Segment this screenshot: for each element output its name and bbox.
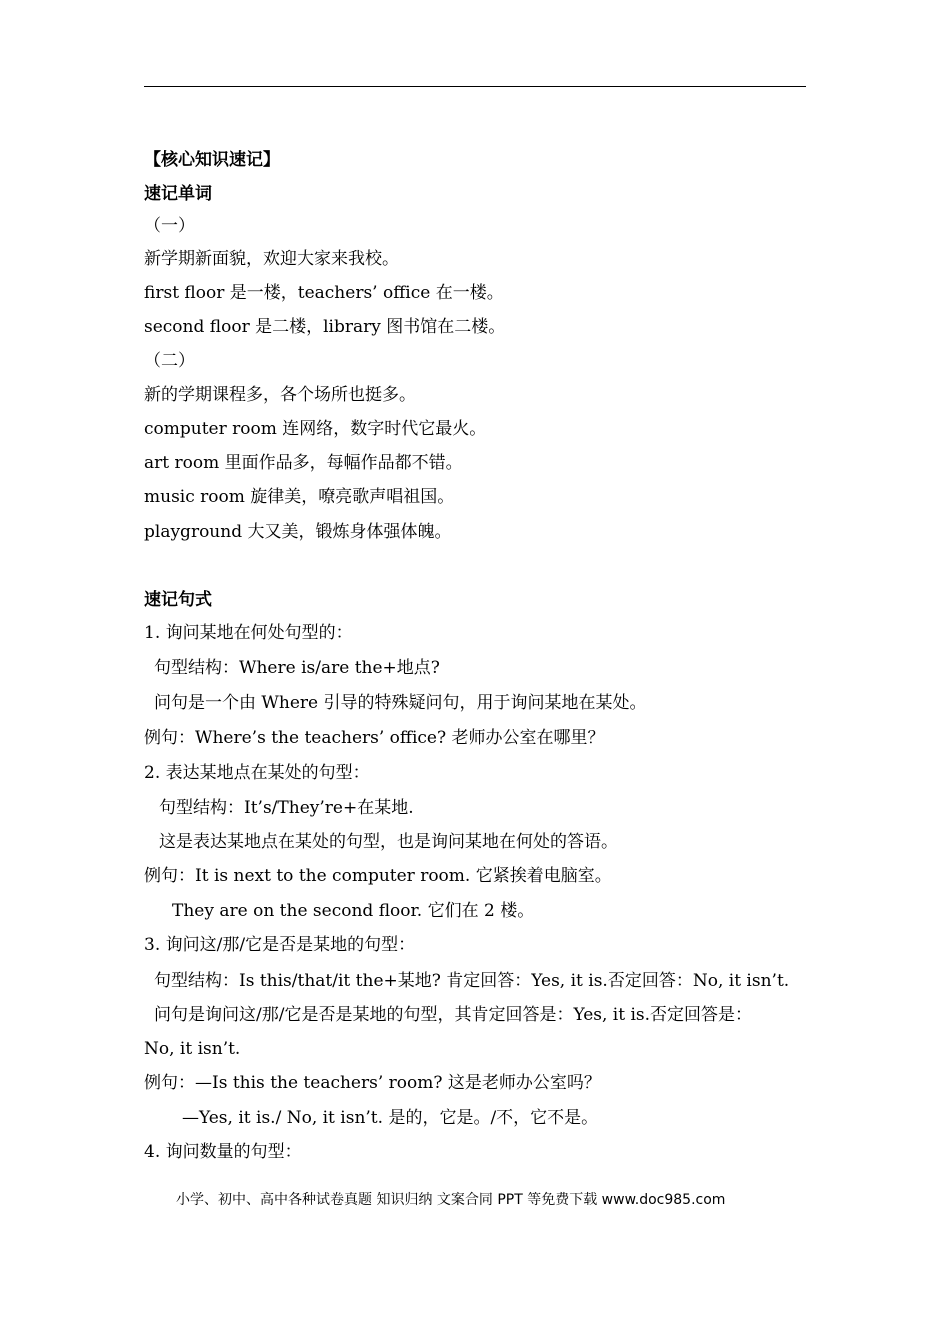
word-line-3: second floor 是二楼，library 图书馆在二楼。 xyxy=(144,317,506,337)
sentence-2-title: 2. 表达某地点在某处的句型： xyxy=(144,763,370,783)
page-footer: 小学、初中、高中各种试卷真题 知识归纳 文案合同 PPT 等免费下载 www.doc985.com xyxy=(176,1192,726,1208)
part-one-label: （一） xyxy=(144,216,195,236)
sentence-3-example-2: —Yes, it is./ No, it isn’t. 是的，它是。/不，它不是。 xyxy=(182,1108,599,1128)
sentences-title: 速记句式 xyxy=(144,590,212,610)
part-two-label: （二） xyxy=(144,351,195,371)
word-line-6: art room 里面作品多，每幅作品都不错。 xyxy=(144,453,463,473)
words-title: 速记单词 xyxy=(144,184,212,204)
sentence-1-structure: 句型结构：Where is/are the+地点? xyxy=(154,658,440,678)
sentence-2-structure: 句型结构：It’s/They’re+在某地. xyxy=(159,798,414,818)
sentence-3-description-cont: No, it isn’t. xyxy=(144,1039,241,1059)
word-line-7: music room 旋律美，嘹亮歌声唱祖国。 xyxy=(144,487,455,507)
sentence-1-description: 问句是一个由 Where 引导的特殊疑问句，用于询问某地在某处。 xyxy=(154,693,647,713)
sentence-2-example-2: They are on the second floor. 它们在 2 楼。 xyxy=(172,901,535,921)
word-line-2: first floor 是一楼，teachers’ office 在一楼。 xyxy=(144,283,504,303)
sentence-3-structure: 句型结构：Is this/that/it the+某地? 肯定回答：Yes, it is.否定回答：No, it isn’t. xyxy=(154,971,790,991)
header-rule xyxy=(144,86,806,87)
word-line-1: 新学期新面貌，欢迎大家来我校。 xyxy=(144,249,399,269)
sentence-3-example-1: 例句：—Is this the teachers’ room? 这是老师办公室吗？ xyxy=(144,1073,601,1093)
sentence-4-title: 4. 询问数量的句型： xyxy=(144,1142,302,1162)
sentence-1-title: 1. 询问某地在何处句型的： xyxy=(144,623,353,643)
sentence-1-example: 例句：Where’s the teachers’ office? 老师办公室在哪里？ xyxy=(144,728,605,748)
sentence-3-description: 问句是询问这/那/它是否是某地的句型，其肯定回答是：Yes, it is.否定回答是： xyxy=(154,1005,753,1025)
section-heading: 【核心知识速记】 xyxy=(144,150,280,170)
sentence-3-title: 3. 询问这/那/它是否是某地的句型： xyxy=(144,935,416,955)
sentence-2-description: 这是表达某地点在某处的句型，也是询问某地在何处的答语。 xyxy=(159,832,618,852)
word-line-5: computer room 连网络，数字时代它最火。 xyxy=(144,419,487,439)
word-line-4: 新的学期课程多，各个场所也挺多。 xyxy=(144,385,416,405)
word-line-8: playground 大又美，锻炼身体强体魄。 xyxy=(144,522,452,542)
sentence-2-example-1: 例句：It is next to the computer room. 它紧挨着电脑室。 xyxy=(144,866,612,886)
